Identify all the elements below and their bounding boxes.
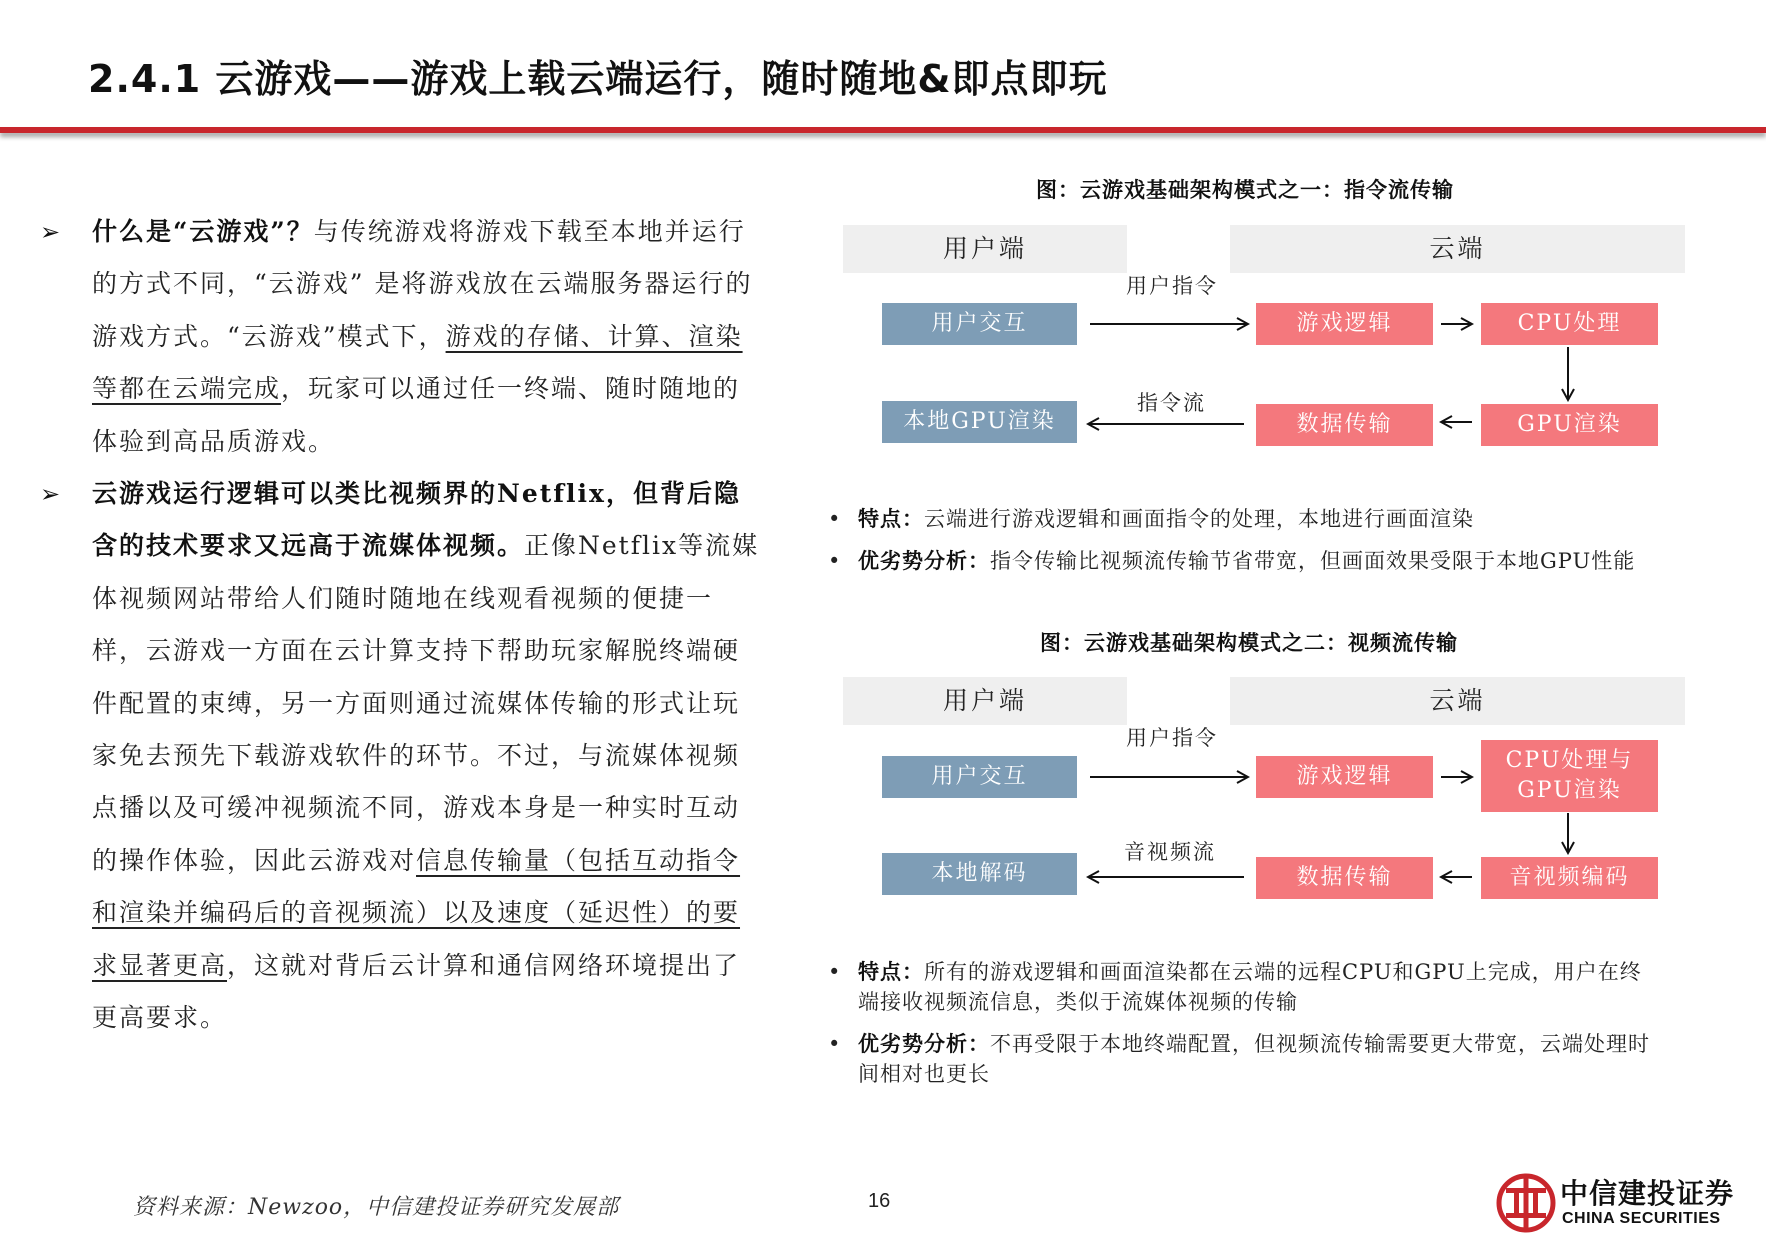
figure2-zone-cloud: 云端 — [1230, 677, 1685, 725]
bullet-dot-icon: • — [828, 960, 842, 984]
figure2-note-analysis — [828, 1029, 1658, 1089]
figure1-box-game-logic: 游戏逻辑 — [1256, 303, 1433, 345]
page-number: 16 — [868, 1190, 891, 1212]
figure1-title: 图：云游戏基础架构模式之一：指令流传输 — [1036, 177, 1454, 202]
figure1-box-local-gpu-render: 本地GPU渲染 — [882, 401, 1077, 443]
figure1-notes — [828, 504, 1658, 588]
figure2-zone-user: 用户端 — [843, 677, 1127, 725]
bullet-dot-icon: • — [828, 549, 842, 573]
note-label: 特点： — [858, 959, 924, 984]
paragraph-heading: 什么是“云游戏”？ — [92, 217, 314, 246]
figure2-box-av-encode: 音视频编码 — [1481, 857, 1658, 899]
paragraph-underlined-text: 信息传输量（包括互动指令和渲染并编码后的音视频流）以及速度（延迟性）的要求显著更高 — [92, 845, 741, 980]
paragraph-text: ，这就对背后云计算和通信网络环境提出了更高要求。 — [92, 950, 741, 1033]
arrow-bullet-icon: ➢ — [40, 480, 63, 509]
figure1-box-gpu-render: GPU渲染 — [1481, 404, 1658, 446]
figure2-box-local-decode: 本地解码 — [882, 853, 1077, 895]
note-label: 优劣势分析： — [858, 1031, 990, 1056]
note-text: 不再受限于本地终端配置，但视频流传输需要更大带宽，云端处理时间相对也更长 — [858, 1032, 1650, 1086]
figure1-box-cpu-processing: CPU处理 — [1481, 303, 1658, 345]
arrow-bullet-icon: ➢ — [40, 218, 63, 246]
source-note: 资料来源：Newzoo，中信建投证券研究发展部 — [133, 1195, 620, 1220]
paragraph-text: 正像Netflix等流媒体视频网站带给人们随时随地在线观看视频的便捷一样，云游戏一方面在云计算支持下帮助玩家解脱终端硬件配置的束缚，另一方面则通过流媒体传输的形式让玩家免去预先下载游戏软件的环节。不过，与流媒体视频点播以及可缓冲视频流不同，游戏本身是一种实时互动的操作体验，因此云游戏对 — [92, 531, 760, 875]
figure1-note-analysis — [828, 546, 1658, 576]
figure2-box-data-transfer: 数据传输 — [1256, 857, 1433, 899]
figure2-box-cpu-gpu-line2: GPU渲染 — [1517, 778, 1622, 803]
figure2-box-game-logic: 游戏逻辑 — [1256, 756, 1433, 798]
paragraph-heading: 云游戏运行逻辑可以类比视频界的Netflix，但背后隐含的技术要求又远高于流媒体视频。 — [92, 479, 741, 561]
figure2-notes — [828, 957, 1658, 1101]
page-title: 2.4.1 云游戏——游戏上载云端运行，随时随地&即点即玩 — [88, 57, 1108, 101]
figure2-label-user-command: 用户指令 — [1126, 726, 1218, 750]
note-label: 特点： — [858, 506, 924, 531]
logo-english-name: CHINA SECURITIES — [1562, 1210, 1721, 1227]
paragraph-underlined-text: 游戏的存储、计算、渲染等都在云端完成 — [92, 321, 743, 404]
figure2-title: 图：云游戏基础架构模式之二：视频流传输 — [1040, 630, 1458, 655]
paragraph-text: ，玩家可以通过任一终端、随时随地的体验到高品质游戏。 — [92, 374, 741, 456]
note-text: 云端进行游戏逻辑和画面指令的处理，本地进行画面渲染 — [924, 507, 1474, 531]
logo-chinese-name: 中信建投证券 — [1560, 1177, 1735, 1210]
note-label: 优劣势分析： — [858, 548, 990, 573]
figure1-label-command-stream: 指令流 — [1137, 391, 1206, 415]
note-text: 指令传输比视频流传输节省带宽，但画面效果受限于本地GPU性能 — [990, 549, 1636, 573]
figure2-note-feature — [828, 957, 1658, 1017]
figure1-label-user-command: 用户指令 — [1126, 274, 1218, 298]
figure2-box-cpu-gpu-line1: CPU处理与 — [1505, 748, 1634, 773]
figure2-box-user-interaction: 用户交互 — [882, 756, 1077, 798]
figure1-box-data-transfer: 数据传输 — [1256, 404, 1433, 446]
bullet-dot-icon: • — [828, 1032, 842, 1056]
figure1-note-feature — [828, 504, 1658, 534]
china-securities-logo-icon — [1496, 1172, 1556, 1234]
figure1-box-user-interaction: 用户交互 — [882, 303, 1077, 345]
figure1-zone-cloud: 云端 — [1230, 225, 1685, 273]
figure2-label-av-stream: 音视频流 — [1124, 840, 1216, 864]
bullet-dot-icon: • — [828, 507, 842, 531]
figure1-zone-user: 用户端 — [843, 225, 1127, 273]
paragraph-text: 与传统游戏将游戏下载至本地并运行的方式不同，“云游戏” 是将游戏放在云端服务器运行的游戏方式。“云游戏”模式下， — [92, 217, 753, 351]
note-text: 所有的游戏逻辑和画面渲染都在云端的远程CPU和GPU上完成，用户在终端接收视频流信息，类似于流媒体视频的传输 — [858, 960, 1642, 1014]
